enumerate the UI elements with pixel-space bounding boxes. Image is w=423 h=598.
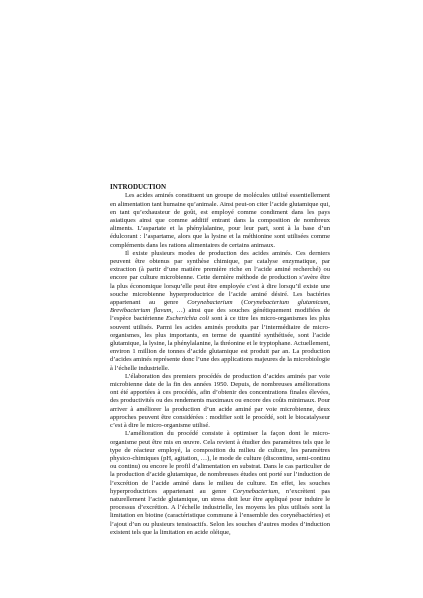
italic-term: Escherichia coli: [165, 315, 210, 323]
text-run: sont à ce titre les micro-organismes les plus souvent utilisés. Parmi les acides aminés produits par l’intermédiaire de micro-organismes, les plus importants, en terme de quantité synthétisée, sont l’acide glutamique, la lysine, la phénylalanine, la thréonine et le tryptophane. Actuellement, environ 1 million de tonnes d’acide glutamique est produit par an. La production d’acides aminés représente donc l’une des applications majeures de la microbiologie à l’échelle industrielle.: [110, 315, 330, 372]
text-run: Il existe plusieurs modes de production des acides aminés. Ces derniers peuvent être obtenus par synthèse chimique, par catalyse enzymatique, par extraction (à partir d’une matière première riche en l’acide aminé recherché) ou encore par culture microbienne. Cette dernière méthode de production s’avère être la plus économique lorsqu’elle peut être employée c’est à dire lorsqu’il existe une souche microbienne hyperproductrice de l’acide aminé désiré. Les bactéries appartenant au genre: [110, 249, 330, 307]
italic-term: Brevibacterium flavum: [110, 307, 172, 315]
text-run: , n’excrètent pas naturellement l’acide glutamique, un stress doit leur être appliqué pour induire le processus d’excrétion. A l’échelle industrielle, les moyens les plus utilisés sont la limitation en biotine (caractéristique commune à l’ensemble des corynébactéries) et l’ajout d’un ou plusieurs tensioactifs. Selon les souches d’autres modes d’induction existent tels que la limitation en acide oléique,: [110, 487, 330, 536]
section-heading: INTRODUCTION: [110, 183, 167, 191]
paragraph-4: [110, 430, 330, 537]
italic-term: Corynebacterium: [232, 487, 279, 495]
italic-term: Corynebacterium glutamicum: [243, 299, 329, 307]
document-page: [110, 183, 330, 537]
paragraph-3: [110, 373, 330, 430]
italic-term: Corynebacterium: [187, 299, 233, 307]
text-run: L’élaboration des premiers procédés de production d’acides aminés par voie microbienne date de la fin des années 1950. Depuis, de nombreuses améliorations ont été apportées à ces procédés, afin d’obtenir des concentrations finales élevées, des productivités ou des rendements maximaux ou encore des coûts minimaux. Pour arriver à améliorer la production d’un acide aminé par voie microbienne, deux approches peuvent être considérées : modifier soit le procédé, soit le biocatalyseur c’est à dire le micro-organisme utilisé.: [110, 372, 330, 430]
text-run: (: [232, 299, 244, 307]
text-run: , …) ainsi que des souches génétiquement modifiées de l’espèce bactérienne: [110, 307, 330, 323]
paragraph-2: [110, 250, 330, 373]
text-run: Les acides aminés constituent un groupe de molécules utilisé essentiellement en alimentation tant humaine qu’animale. Ainsi peut-on citer l’acide glutamique qui, en tant qu’exhausteur de goût, est employé comme condiment dans les pays asiatiques ainsi que comme additif entrant dans la composition de nombreux aliments. L’aspartate et la phénylalanine, pour leur part, sont à la base d’un édulcorant : l’aspartame, alors que la lysine et la méthionine sont utilisées comme compléments dans les rations alimentaires de certains animaux.: [110, 192, 330, 249]
text-run: L’amélioration du procédé consiste à optimiser la façon dont le micro-organisme peut être mis en œuvre. Cela revient à étudier des paramètres tels que le type de réacteur employé, la composition du milieu de culture, les paramètres physico-chimiques (pH, agitation, …), le mode de culture (discontinu, semi-continu ou continu) ou encore le profil d’alimentation en substrat. Dans le cas particulier de la production d’acide glutamique, de nombreuses études ont porté sur l’induction de l’excrétion de l’acide aminé dans le milieu de culture. En effet, les souches hyperproductrices appartenant au genre: [110, 430, 330, 495]
paragraph-1: [110, 192, 330, 249]
text-run: ,: [328, 299, 330, 307]
